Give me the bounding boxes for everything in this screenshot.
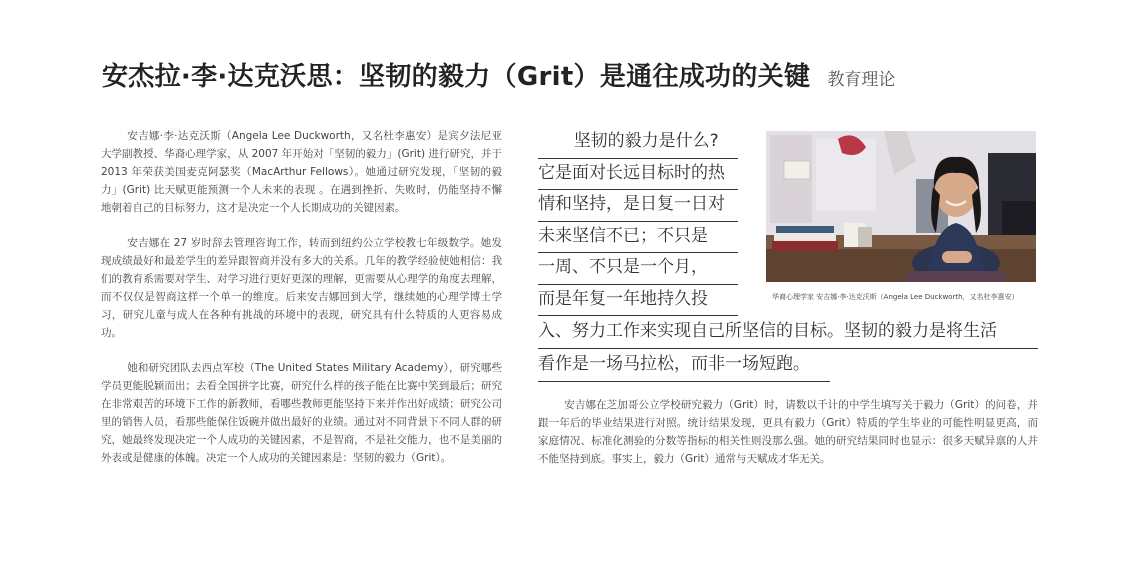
body-paragraph: 安吉娜在芝加哥公立学校研究毅力（Grit）时，请数以千计的中学生填写关于毅力（Grit）的问卷，并跟一年后的毕业结果进行对照。统计结果发现，更具有毅力（Grit）特质的学生毕业的可能性明显更高，而家庭情况、标准化测验的分数等指标的相关性则没那么强。她的研究结果同时也显示：很多天赋异禀的人并不能坚持到底。事实上，毅力（Grit）通常与天赋成才华无关。 — [538, 399, 1038, 465]
pull-quote-line: 一周、不只是一个月， — [538, 253, 738, 285]
category-tag[interactable]: 教育理论 — [827, 70, 896, 90]
portrait-photo-icon — [766, 131, 1036, 282]
body-paragraph: 安吉娜·李·达克沃斯（Angela Lee Duckworth，又名杜李惠安）是宾夕法尼亚大学副教授、华裔心理学家，从 2007 年开始对「坚韧的毅力」(Grit) 进行研究，并于 2013 年荣获美国麦克阿瑟奖（MacArthur Fellows）。她通过研究发现，「坚韧的毅力」(Grit) 比天赋更能预测一个人未来的表现 。在遇到挫折、失败时，仍能坚持不懈地朝着自己的目标努力，这才是决定一个人长期成功的关键因素。 — [101, 130, 502, 214]
portrait-photo — [766, 131, 1036, 282]
article-title: 安杰拉·李·达克沃思：坚韧的毅力（Grit）是通往成功的关键 — [102, 62, 811, 92]
pull-quote-line: 它是面对长远目标时的热 — [538, 159, 738, 191]
pull-quote-line: 入、努力工作来实现自己所坚信的目标。坚韧的毅力是将生活 — [538, 316, 1038, 349]
pull-quote-line: 而是年复一年地持久投 — [538, 285, 738, 317]
body-paragraph: 她和研究团队去西点军校（The United States Military Academy），研究哪些学员更能脱颖而出；去看全国拼字比赛，研究什么样的孩子能在比赛中笑到最后；研究在非常艰苦的环境下工作的新教师，看哪些教师更能坚持下来并作出好成绩；研究公司里的销售人员，看那些能保住饭碗并做出最好的业绩。通过对不同背景下不同人群的研究，她最终发现决定一个人成功的关键因素，不是智商，不是社交能力，也不是美丽的外表或是健康的体魄。决定一个人成功的关键因素是：坚韧的毅力（Grit）。 — [101, 362, 502, 464]
pull-quote-line: 看作是一场马拉松，而非一场短跑。 — [538, 349, 830, 382]
photo-caption: 华裔心理学家 安吉娜·李·达克沃斯（Angela Lee Duckworth，又名杜李惠安） — [772, 293, 1019, 301]
body-paragraph: 安吉娜在 27 岁时辞去管理咨询工作，转而到纽约公立学校教七年级数学。她发现成绩最好和最差学生的差异跟智商并没有多大的关系。几年的教学经验使她相信：我们的教育系需要对学生、对学习进行更好更深的理解，更需要从心理学的角度去理解，而不仅仅是智商这样一个单一的维度。后来安吉娜回到大学，继续她的心理学博士学习，研究儿童与成人在各种有挑战的环境中的表现，研究具有什么特质的人更容易成功。 — [101, 237, 502, 339]
pull-quote-line: 坚韧的毅力是什么? — [538, 127, 738, 159]
pull-quote-line: 未来坚信不已；不只是 — [538, 222, 738, 254]
pull-quote-continued — [538, 316, 1038, 382]
pull-quote-line: 情和坚持，是日复一日对 — [538, 190, 738, 222]
left-column — [101, 127, 502, 484]
pull-quote — [538, 127, 738, 316]
article-header — [102, 56, 1062, 96]
